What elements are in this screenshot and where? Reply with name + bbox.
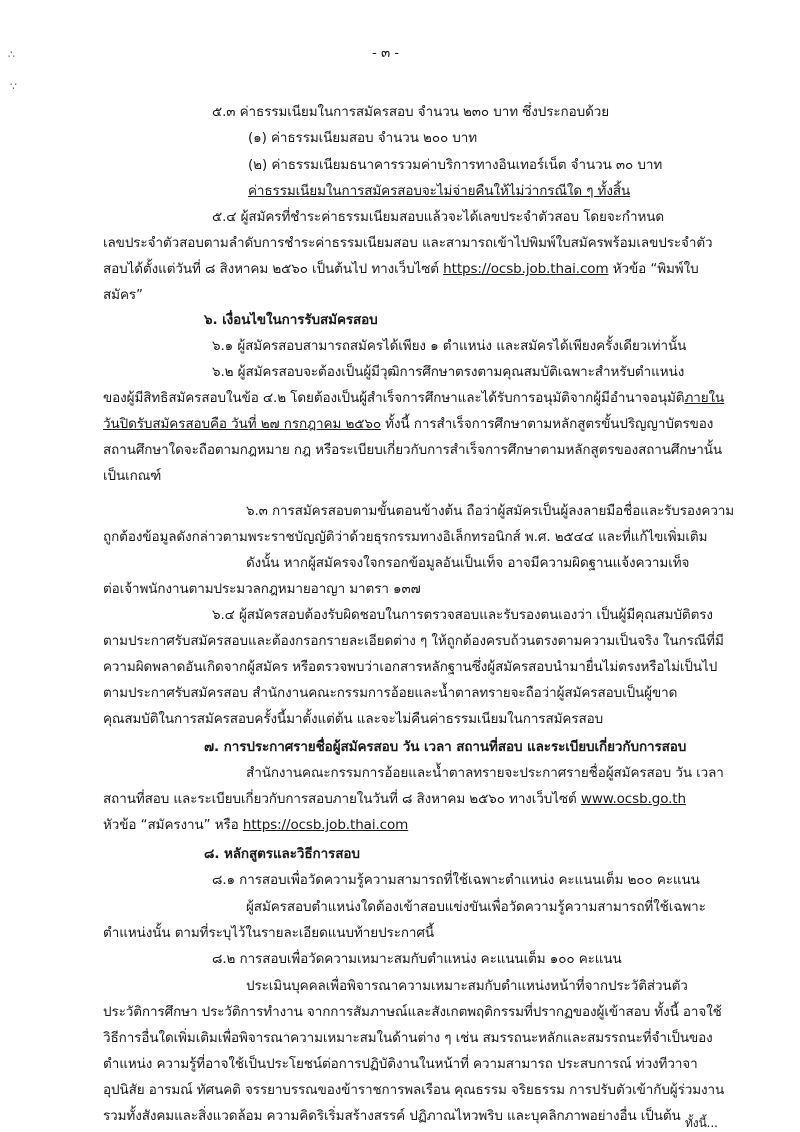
paragraph-line: ตามประกาศรับสมัครสอบ สำนักงานคณะกรรมการอ้อยและน้ำตาลทรายจะถือว่าผู้สมัครสอบเป็นผู้ขาด (103, 685, 678, 701)
paragraph-line: ๖.๑ ผู้สมัครสอบสามารถสมัครได้เพียง ๑ ตำแหน่ง และสมัครได้เพียงครั้งเดียวเท่านั้น (212, 338, 687, 354)
paragraph-line: (๑) ค่าธรรมเนียมสอบ จำนวน ๒๐๐ บาท (248, 130, 478, 146)
paragraph-line: ๖.๒ ผู้สมัครสอบจะต้องเป็นผู้มีวุฒิการศึกษาตรงตามคุณสมบัติเฉพาะสำหรับตำแหน่ง (212, 364, 685, 380)
paragraph-line: ตามประกาศรับสมัครสอบและต้องกรอกรายละเอียดต่าง ๆ ให้ถูกต้องครบถ้วนตรงตามความเป็นจริง ในกรณีที่มี (103, 633, 724, 649)
paragraph-line: สถานที่สอบ และระเบียบเกี่ยวกับการสอบภายในวันที่ ๘ สิงหาคม ๒๕๖๐ ทางเว็บไซต์ www.ocsb.go.th (103, 791, 686, 807)
fee-nonrefundable-note: ค่าธรรมเนียมในการสมัครสอบจะไม่จ่ายคืนให้ไม่ว่ากรณีใด ๆ ทั้งสิ้น (248, 183, 631, 199)
section-heading: ๘. หลักสูตรและวิธีการสอบ (204, 846, 360, 862)
paragraph-line: ๕.๔ ผู้สมัครที่ชำระค่าธรรมเนียมสอบแล้วจะได้เลขประจำตัวสอบ โดยจะกำหนด (212, 209, 665, 225)
scan-mark: ∴ (8, 48, 15, 61)
paragraph-line: ถูกต้องข้อมูลดังกล่าวตามพระราชบัญญัติว่าด้วยธุรกรรมทางอิเล็กทรอนิกส์ พ.ศ. ๒๕๔๔ และที่แก้ไขเพิ่มเติม (103, 529, 708, 545)
paragraph-line: ๘.๑ การสอบเพื่อวัดความรู้ความสามารถที่ใช้เฉพาะตำแหน่ง คะแนนเต็ม ๒๐๐ คะแนน (212, 872, 700, 888)
paragraph-line: อุปนิสัย อารมณ์ ทัศนคติ จรรยาบรรณของข้าราชการพลเรือน คุณธรรม จริยธรรม การปรับตัวเข้ากับผู้ร่วมงาน (103, 1082, 725, 1098)
section-heading: ๖. เงื่อนไขในการรับสมัครสอบ (204, 312, 378, 328)
paragraph-line: ผู้สมัครสอบตำแหน่งใดต้องเข้าสอบแข่งขันเพื่อวัดความรู้ความสามารถที่ใช้เฉพาะ (246, 899, 706, 915)
paragraph-line: วิธีการอื่นใดเพิ่มเติมเพื่อพิจารณาความเหมาะสมในด้านต่าง ๆ เช่น สมรรถนะหลักและสมรรถนะที่จำเป็นของ (103, 1030, 713, 1046)
paragraph-line: ประวัติการศึกษา ประวัติการทำงาน จากการสัมภาษณ์และสังเกตพฤติกรรมที่ปรากฏของผู้เข้าสอบ ทั้งนี้ อาจใช้ (103, 1004, 722, 1020)
paragraph-line: สำนักงานคณะกรรมการอ้อยและน้ำตาลทรายจะประกาศรายชื่อผู้สมัครสอบ วัน เวลา (246, 765, 724, 781)
paragraph-line: วันปิดรับสมัครสอบคือ วันที่ ๒๗ กรกฎาคม ๒๕๖๐ ทั้งนี้ การสำเร็จการศึกษาตามหลักสูตรขั้นปริญญาบัตรของ (103, 416, 714, 432)
paragraph-line: เลขประจำตัวสอบตามลำดับการชำระค่าธรรมเนียมสอบ และสามารถเข้าไปพิมพ์ใบสมัครพร้อมเลขประจำตัว (103, 235, 713, 251)
paragraph-line: ๖.๓ การสมัครสอบตามขั้นตอนข้างต้น ถือว่าผู้สมัครเป็นผู้ลงลายมือชื่อและรับรองความ (246, 503, 735, 519)
paragraph-line: ต่อเจ้าพนักงานตามประมวลกฎหมายอาญา มาตรา ๑๓๗ (103, 581, 421, 597)
website-link[interactable]: https://ocsb.job.thai.com (242, 817, 409, 833)
paragraph-line: ตำแหน่ง ความรู้ที่อาจใช้เป็นประโยชน์ต่อการปฏิบัติงานในหน้าที่ ความสามารถ ประสบการณ์ ท่วงทีวาจา (103, 1056, 698, 1072)
paragraph-line: ๘.๒ การสอบเพื่อวัดความเหมาะสมกับตำแหน่ง คะแนนเต็ม ๑๐๐ คะแนน (212, 951, 622, 967)
continued-marker: ทั้งนี้... (685, 1116, 718, 1130)
paragraph-line: ของผู้มีสิทธิสมัครสอบในข้อ ๔.๒ โดยต้องเป็นผู้สำเร็จการศึกษาและได้รับการอนุมัติจากผู้มีอำนาจอนุมัติภายใน (103, 390, 725, 406)
website-link[interactable]: www.ocsb.go.th (580, 791, 686, 807)
paragraph-line: คุณสมบัติในการสมัครสอบครั้งนี้มาตั้งแต่ต้น และจะไม่คืนค่าธรรมเนียมในการสมัครสอบ (103, 711, 604, 727)
paragraph-line: หัวข้อ “สมัครงาน” หรือ https://ocsb.job.thai.com (103, 817, 409, 833)
paragraph-line: เป็นเกณฑ์ (103, 468, 162, 484)
paragraph-line: รวมทั้งสังคมและสิ่งแวดล้อม ความคิดริเริ่มสร้างสรรค์ ปฏิภาณไหวพริบ และบุคลิกภาพอย่างอื่น เป็นต้น (103, 1108, 681, 1124)
paragraph-line: ตำแหน่งนั้น ตามที่ระบุไว้ในรายละเอียดแนบท้ายประกาศนี้ (103, 925, 435, 941)
paragraph-line: ๕.๓ ค่าธรรมเนียมในการสมัครสอบ จำนวน ๒๓๐ บาท ซึ่งประกอบด้วย (212, 104, 610, 120)
page-number: - ๓ - (372, 45, 400, 61)
website-link[interactable]: https://ocsb.job.thai.com (443, 261, 609, 277)
paragraph-line: (๒) ค่าธรรมเนียมธนาคารรวมค่าบริการทางอินเทอร์เน็ต จำนวน ๓๐ บาท (248, 157, 663, 173)
paragraph-line: สถานศึกษาใดจะถือตามกฎหมาย กฎ หรือระเบียบเกี่ยวกับการสำเร็จการศึกษาตามหลักสูตรของสถานศึกษานั้น (103, 442, 722, 458)
paragraph-line: สมัคร” (103, 287, 143, 303)
paragraph-line: ประเมินบุคคลเพื่อพิจารณาความเหมาะสมกับตำแหน่งหน้าที่จากประวัติส่วนตัว (246, 978, 688, 994)
paragraph-line: ดังนั้น หากผู้สมัครจงใจกรอกข้อมูลอันเป็นเท็จ อาจมีความผิดฐานแจ้งความเท็จ (246, 555, 690, 571)
scan-mark: ∵ (10, 80, 17, 93)
paragraph-line: สอบได้ตั้งแต่วันที่ ๘ สิงหาคม ๒๕๖๐ เป็นต้นไป ทางเว็บไซต์ https://ocsb.job.thai.com หัวข้อ “พิมพ์ใบ (103, 261, 699, 277)
section-heading: ๗. การประกาศรายชื่อผู้สมัครสอบ วัน เวลา สถานที่สอบ และระเบียบเกี่ยวกับการสอบ (204, 739, 687, 755)
paragraph-line: ความผิดพลาดอันเกิดจากผู้สมัคร หรือตรวจพบว่าเอกสารหลักฐานซึ่งผู้สมัครสอบนำมายื่นไม่ตรงหรือไม่เป็นไป (103, 659, 718, 675)
paragraph-line: ๖.๔ ผู้สมัครสอบต้องรับผิดชอบในการตรวจสอบและรับรองตนเองว่า เป็นผู้มีคุณสมบัติตรง (212, 607, 713, 623)
